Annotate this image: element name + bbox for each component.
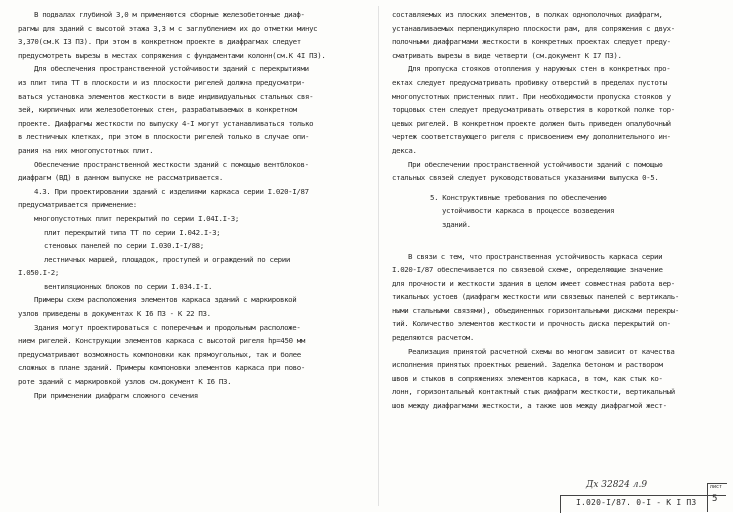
text-line: ваться установка элементов жесткости в виде индивидуальных стальных свя-	[18, 91, 314, 101]
text-line: предусматривают возможность компоновки как прямоугольных, так и более	[18, 349, 301, 359]
text-line: 4.3. При проектировании зданий с изделиями каркаса серии I.020-I/87	[34, 186, 309, 196]
text-line: В связи с тем, что пространственная устойчивость каркаса серии	[408, 251, 663, 261]
sheet-number: 5	[712, 494, 718, 504]
spacer	[392, 232, 722, 250]
text-line: I.020-I/87 обеспечивается по связевой схеме, определяющие значение	[392, 265, 663, 275]
text-line: рания на них многопустотных плит.	[18, 145, 154, 155]
text-line: лестничных маршей, площадок, проступей и ограждений по серии	[44, 254, 290, 264]
right-text-column	[392, 8, 722, 413]
text-line: тикальных устоев (диафрагм жесткости или связевых панелей с вертикаль-	[392, 292, 679, 302]
text-line: плит перекрытий типа ТТ по серии I.042.I-3;	[44, 227, 221, 237]
text-line: зей, кирпичных или железобетонных стен, разрабатываемых в конкретном	[18, 105, 297, 115]
text-line: шов между диафрагмами жесткости, а также шов между диафрагмой жест-	[392, 401, 667, 411]
text-line: Здания могут проектироваться с поперечным и продольным расположе-	[34, 322, 301, 332]
text-line: сложных в плане зданий. Примеры компоновки элементов каркаса при пово-	[18, 363, 305, 373]
text-line: рагмы для зданий с высотой этажа 3,3 м с заглублением их до отметки минус	[18, 23, 318, 33]
text-line: Для обеспечения пространственной устойчивости зданий с перекрытиями	[34, 64, 309, 74]
text-line: сматривать вырезы в виде четверти (см.документ К I7 ПЗ).	[392, 50, 622, 60]
sheet-label: лист	[710, 484, 723, 490]
text-line: I.050.I-2;	[18, 268, 59, 278]
text-line: устанавливаемых перпендикулярно плоскости рам, для сопряжения с двух-	[392, 23, 675, 33]
text-line: стальных связей следует руководствоваться указаниями выпуска 0-5.	[392, 173, 659, 183]
text-line: полочными диафрагмами жесткости в конкретных проектах следует преду-	[392, 37, 671, 47]
document-code: I.020-I/87. 0-I - К I ПЗ	[576, 498, 697, 507]
text-line: диафрагм (ВД) в данном выпуске не рассматривается.	[18, 173, 223, 183]
section-heading-line: устойчивости каркаса в процессе возведения	[442, 206, 615, 216]
text-line: предусмотреть вырезы в местах сопряжения с фундаментами колонн(см.К 4I ПЗ).	[18, 50, 326, 60]
text-line: нием ригелей. Конструкции элементов каркаса с высотой ригеля hр=450 мм	[18, 336, 305, 346]
text-line: При применении диафрагм сложного сечения	[34, 390, 198, 400]
text-line: торцовых стен следует предусматривать отверстия в короткой полке тор-	[392, 105, 675, 115]
text-line: составляемых из плоских элементов, в полках однополочных диафрагм,	[392, 10, 663, 19]
left-text-column	[18, 8, 366, 402]
text-line: декса.	[392, 145, 417, 155]
text-line: многопустотных пристенных плит. При необходимости пропуска стояков у	[392, 91, 671, 101]
text-line: роте зданий с маркировкой узлов см.документ К I6 ПЗ.	[18, 377, 232, 387]
text-line: В подвалах глубиной 3,0 м применяются сборные железобетонные диаф-	[34, 10, 305, 19]
text-line: предусматривается применение:	[18, 200, 137, 210]
text-line: Обеспечение пространственной жесткости зданий с помощью вентблоков-	[34, 159, 309, 169]
text-line: Реализация принятой расчетной схемы во многом зависит от качества	[408, 346, 675, 356]
text-line: Примеры схем расположения элементов каркаса зданий с маркировкой	[34, 295, 297, 305]
text-line: швов и стыков в сопряжениях элементов каркаса, в том, как стык ко-	[392, 373, 663, 383]
text-line: в лестничных клетках, при этом в плоскости ригелей только в случае опи-	[18, 132, 310, 142]
text-line: цевых ригелей. В конкретном проекте должен быть приведен опалубочный	[392, 118, 671, 128]
handwritten-note: Дх 32824 л.9	[586, 480, 648, 490]
text-line: из плит типа ТТ в плоскости и из плоскости ригелей должна предусматри-	[18, 77, 305, 87]
text-line: узлов приведены в документах К I6 ПЗ - К 22 ПЗ.	[18, 309, 211, 319]
text-line: ределяются расчетом.	[392, 333, 474, 343]
column-divider	[378, 6, 379, 506]
text-line: многопустотных плит перекрытий по серии I.04I.I-3;	[34, 213, 239, 223]
text-line: ектах следует предусматривать пробивку отверстий в пределах пустоты	[392, 77, 667, 87]
sheet-box-separator	[707, 483, 708, 512]
text-line: Для пропуска стояков отопления у наружных стен в конкретных про-	[408, 64, 671, 74]
text-line: для прочности и жесткости здания в целом имеет совместная работа вер-	[392, 278, 675, 288]
section-heading-line: зданий.	[442, 219, 471, 229]
text-line: исполнения принятых проектных решений. Заделка бетоном и раствором	[392, 360, 663, 370]
text-line: 3,370(см.К I3 ПЗ). При этом в конкретном проекте в диафрагмах следует	[18, 37, 301, 47]
text-line: стеновых панелей по серии I.030.I-I/88;	[44, 241, 204, 251]
text-line: тий. Количество элементов жесткости и прочность диска перекрытий оп-	[392, 319, 671, 329]
text-line: лонн, горизонтальный контактный стык диафрагм жесткости, вертикальный	[392, 387, 675, 397]
text-line: вентиляционных блоков по серии I.034.I-I.	[44, 281, 213, 291]
text-line: чертеж соответствующего ригеля с присвоением ему дополнительного ин-	[392, 132, 671, 142]
text-line: При обеспечении пространственной устойчивости зданий с помощью	[408, 159, 663, 169]
text-line: ными стальными связями), объединенных горизонтальными дисками перекры-	[392, 305, 679, 315]
text-line: проекте. Диафрагмы жесткости по выпуску 4-I могут устанавливаться только	[18, 118, 314, 128]
section-heading-line: 5. Конструктивные требования по обеспечению	[430, 192, 607, 202]
